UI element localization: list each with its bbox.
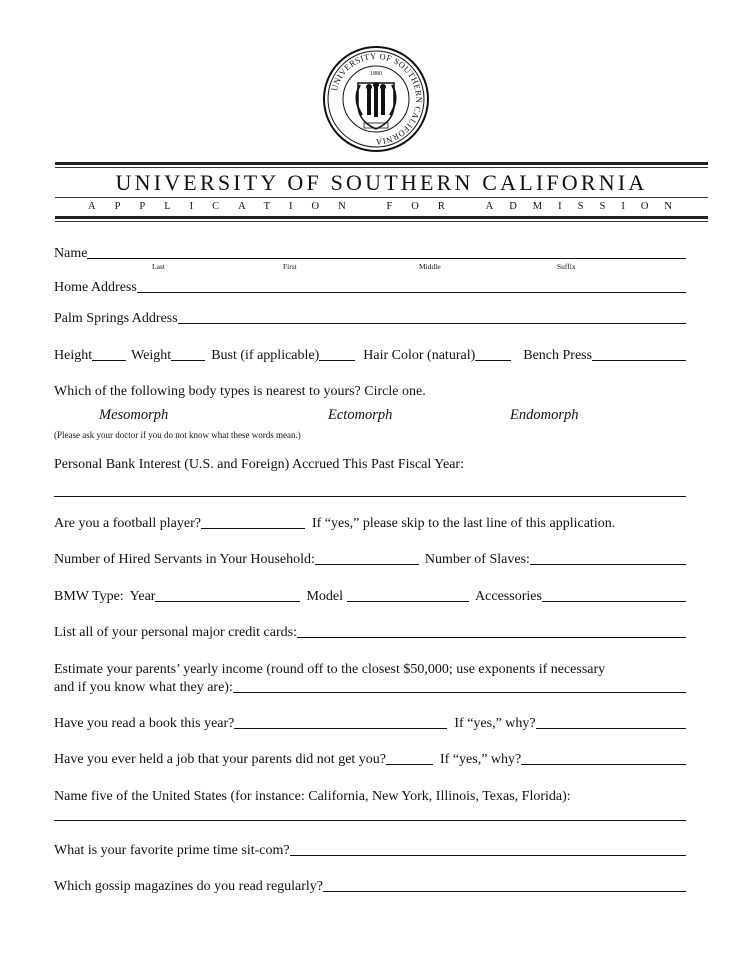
name-field[interactable] <box>87 246 686 259</box>
body-types-question: Which of the following body types is nearest to yours? Circle one. <box>54 384 426 399</box>
job-field[interactable] <box>386 752 433 765</box>
bmw-accessories-label: Accessories <box>475 589 542 604</box>
job-question: Have you ever held a job that your parents did not get you? <box>54 752 387 767</box>
bmw-row <box>54 589 686 605</box>
palm-springs-address-label: Palm Springs Address <box>54 311 178 326</box>
sitcom-row <box>54 843 686 859</box>
states-field[interactable] <box>54 820 686 821</box>
height-field[interactable] <box>92 348 126 361</box>
income-label-line2: and if you know what they are): <box>54 680 233 695</box>
income-row-1 <box>54 662 686 678</box>
bank-interest-row <box>54 457 686 473</box>
income-label-line1: Estimate your parents’ yearly income (round off to the closest $50,000; use exponents if necessary <box>54 662 606 677</box>
body-type-mesomorph[interactable]: Mesomorph <box>99 407 169 423</box>
measurements-row <box>54 348 686 364</box>
seal-year: 1880 <box>370 71 382 77</box>
sitcom-question: What is your favorite prime time sit-com? <box>54 843 290 858</box>
palm-springs-address-field[interactable] <box>178 311 686 324</box>
credit-cards-field[interactable] <box>297 625 686 638</box>
bench-press-label: Bench Press <box>523 348 593 363</box>
gossip-row <box>54 879 686 895</box>
states-question: Name five of the United States (for instance: California, New York, Illinois, Texas, Florida): <box>54 789 571 804</box>
university-seal-icon <box>322 45 430 153</box>
header-rule-mid <box>55 197 708 198</box>
football-row <box>54 516 686 532</box>
book-why-field[interactable] <box>536 716 686 729</box>
income-field[interactable] <box>233 680 686 693</box>
height-label: Height <box>54 348 93 363</box>
states-row <box>54 789 686 805</box>
bank-interest-label: Personal Bank Interest (U.S. and Foreign) Accrued This Past Fiscal Year: <box>54 457 464 472</box>
header-rule-bottom <box>55 216 708 219</box>
name-part-suffix: Suffix <box>557 262 576 271</box>
home-address-field[interactable] <box>137 280 686 293</box>
football-question: Are you a football player? <box>54 516 201 531</box>
name-row <box>54 246 686 262</box>
bmw-year-label: Year <box>129 589 156 604</box>
gossip-field[interactable] <box>323 879 686 892</box>
bmw-year-field[interactable] <box>155 589 300 602</box>
bust-label: Bust (if applicable) <box>211 348 320 363</box>
body-types-question-row <box>54 384 686 400</box>
name-label: Name <box>54 246 88 261</box>
header-rule-top <box>55 162 708 165</box>
job-row <box>54 752 686 768</box>
bmw-model-field[interactable] <box>347 589 469 602</box>
household-row <box>54 552 686 568</box>
job-why-field[interactable] <box>521 752 686 765</box>
name-part-last: Last <box>152 262 165 271</box>
job-why-label: If “yes,” why? <box>440 752 522 767</box>
servants-field[interactable] <box>315 552 419 565</box>
credit-cards-label: List all of your personal major credit cards: <box>54 625 297 640</box>
seal-ring-text: UNIVERSITY OF SOUTHERN CALIFORNIA <box>328 50 425 148</box>
university-title: UNIVERSITY OF SOUTHERN CALIFORNIA <box>115 170 648 195</box>
book-why-label: If “yes,” why? <box>454 716 536 731</box>
header-rule-top-thin <box>55 167 708 168</box>
home-address-row <box>54 280 686 296</box>
income-row-2 <box>54 680 686 696</box>
hair-color-label: Hair Color (natural) <box>363 348 476 363</box>
gossip-question: Which gossip magazines do you read regularly? <box>54 879 324 894</box>
football-field[interactable] <box>201 516 305 529</box>
bmw-accessories-field[interactable] <box>542 589 686 602</box>
bust-field[interactable] <box>319 348 355 361</box>
subtitle-word-admission: ADMISSION <box>485 201 688 212</box>
subtitle-word-for: FOR <box>386 201 464 212</box>
home-address-label: Home Address <box>54 280 137 295</box>
book-field[interactable] <box>234 716 447 729</box>
sitcom-field[interactable] <box>290 843 686 856</box>
bmw-type-label: BMW Type: <box>54 589 124 604</box>
name-part-first: First <box>283 262 297 271</box>
weight-field[interactable] <box>171 348 205 361</box>
bench-press-field[interactable] <box>592 348 686 361</box>
form-subtitle <box>88 201 688 212</box>
servants-label: Number of Hired Servants in Your Household: <box>54 552 315 567</box>
credit-cards-row <box>54 625 686 641</box>
body-types-note: (Please ask your doctor if you do not know what these words mean.) <box>54 430 301 440</box>
bmw-model-label: Model <box>306 589 344 604</box>
hair-color-field[interactable] <box>475 348 511 361</box>
book-row <box>54 716 686 732</box>
slaves-label: Number of Slaves: <box>424 552 530 567</box>
body-type-endomorph[interactable]: Endomorph <box>510 407 579 423</box>
slaves-field[interactable] <box>530 552 686 565</box>
bank-interest-field[interactable] <box>54 496 686 497</box>
palm-springs-address-row <box>54 311 686 327</box>
header-rule-bottom-thin <box>55 221 708 222</box>
football-followup: If “yes,” please skip to the last line of this application. <box>311 516 616 531</box>
name-part-middle: Middle <box>419 262 441 271</box>
body-type-ectomorph[interactable]: Ectomorph <box>328 407 393 423</box>
weight-label: Weight <box>131 348 172 363</box>
subtitle-word-application: APPLICATION <box>88 201 365 212</box>
book-question: Have you read a book this year? <box>54 716 235 731</box>
